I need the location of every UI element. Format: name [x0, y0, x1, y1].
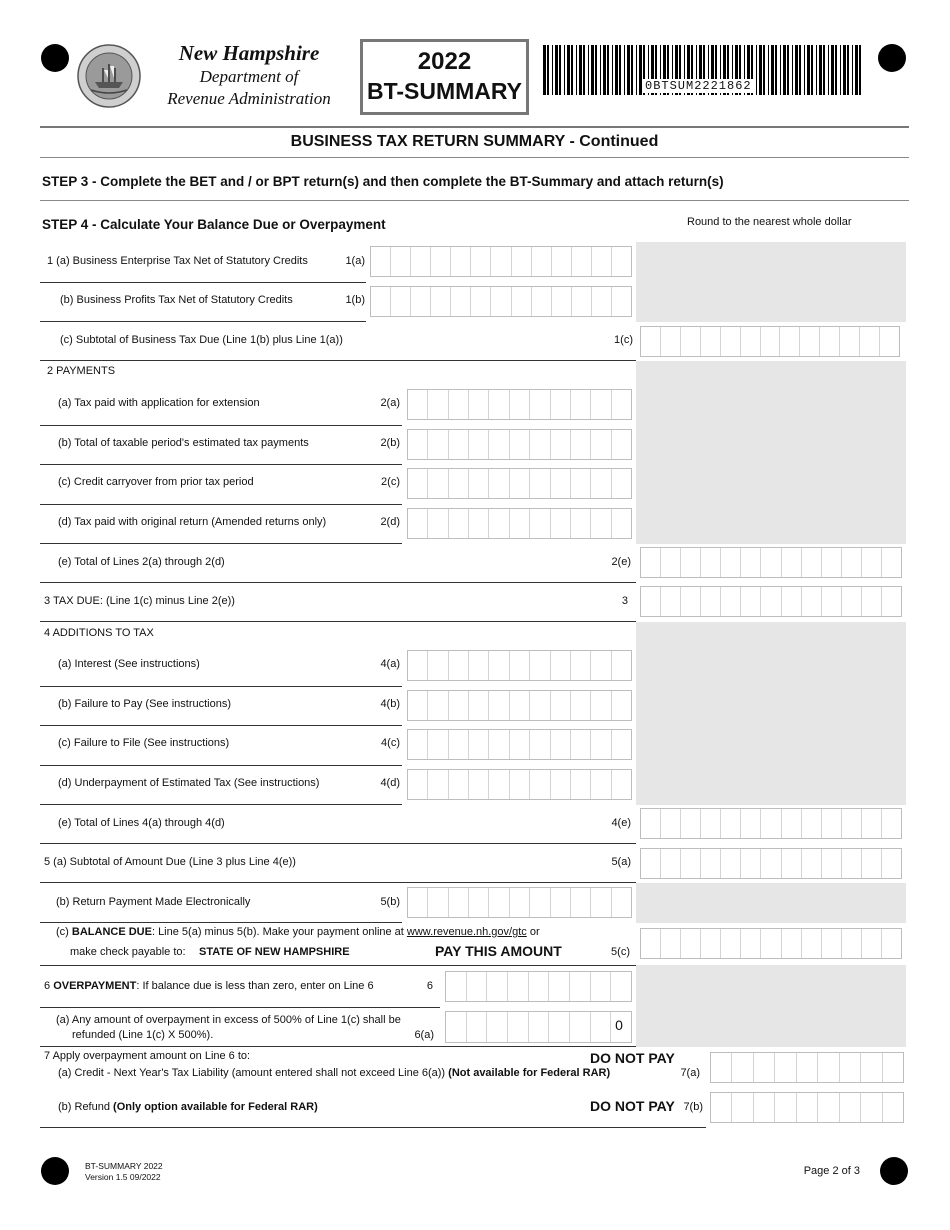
line-2a-input[interactable] [407, 389, 632, 420]
line-7b-text [58, 1101, 318, 1113]
divider [40, 765, 402, 766]
department-line1: Department of [199, 67, 299, 86]
divider [40, 804, 402, 805]
divider [40, 157, 909, 158]
pay-this-amount-note: PAY THIS AMOUNT [435, 943, 562, 959]
line-1b-label: (b) Business Profits Tax Net of Statutory Credits [60, 294, 293, 306]
agency-name [145, 40, 353, 110]
divider [40, 425, 402, 426]
line-5c-input[interactable] [640, 928, 902, 959]
line-4b-input[interactable] [407, 690, 632, 721]
line-2a-label: (a) Tax paid with application for extension [58, 397, 260, 409]
line-7b-bold: (Only option available for Federal RAR) [113, 1101, 318, 1113]
line-1a-ref: 1(a) [345, 255, 365, 267]
line-2c-label: (c) Credit carryover from prior tax period [58, 476, 254, 488]
line-4d-label: (d) Underpayment of Estimated Tax (See instructions) [58, 777, 320, 789]
line-6-bold: OVERPAYMENT [53, 980, 137, 992]
line-2b-label: (b) Total of taxable period's estimated tax payments [58, 437, 309, 449]
divider [40, 464, 402, 465]
line-3-input[interactable] [640, 586, 902, 617]
line-6-ref: 6 [426, 980, 433, 992]
line-4c-label: (c) Failure to File (See instructions) [58, 737, 230, 749]
divider [40, 360, 636, 361]
divider [40, 686, 402, 687]
line-5c-suffix: or [526, 926, 540, 938]
line-6-text [44, 980, 374, 992]
line-2d-label: (d) Tax paid with original return (Amended returns only) [58, 516, 327, 528]
line-7-label: 7 Apply overpayment amount on Line 6 to: [44, 1050, 251, 1062]
registration-mark-bottom-left [41, 1157, 69, 1185]
line-6-instruction: : If balance due is less than zero, enter on Line 6 [136, 980, 374, 992]
line-2e-input[interactable] [640, 547, 902, 578]
shaded-area [636, 622, 906, 805]
registration-mark-bottom-right [880, 1157, 908, 1185]
line-6-input[interactable] [445, 971, 632, 1002]
barcode-number: 0BTSUM2221862 [645, 79, 752, 93]
payment-link[interactable]: www.revenue.nh.gov/gtc [406, 926, 527, 938]
line-7a-instruction: (a) Credit - Next Year's Tax Liability (amount entered shall not exceed Line 6(a)) [58, 1067, 449, 1079]
line-7a-input[interactable] [710, 1052, 904, 1083]
divider [40, 282, 366, 283]
line-2e-label: (e) Total of Lines 2(a) through 2(d) [58, 556, 225, 568]
divider [40, 321, 366, 322]
divider [40, 582, 636, 583]
shaded-area [636, 361, 906, 544]
line-5a-label: 5 (a) Subtotal of Amount Due (Line 3 plus Line 4(e)) [44, 856, 296, 868]
department-line2: Revenue Administration [167, 89, 331, 108]
line-4c-ref: 4(c) [381, 737, 400, 749]
divider [40, 725, 402, 726]
line-5b-label: (b) Return Payment Made Electronically [56, 896, 251, 908]
registration-mark-top-right [878, 44, 906, 72]
line-7a-ref: 7(a) [680, 1067, 700, 1079]
state-seal-icon [77, 44, 141, 108]
line-6a-line2: refunded (Line 1(c) X 500%). [72, 1029, 214, 1041]
line-7a-text [58, 1067, 610, 1079]
form-id-box [360, 39, 529, 115]
line-7b-ref: 7(b) [683, 1101, 703, 1113]
state-name: New Hampshire [178, 41, 320, 65]
line-4e-label: (e) Total of Lines 4(a) through 4(d) [58, 817, 225, 829]
line-6a-input[interactable] [445, 1011, 632, 1043]
line-4c-input[interactable] [407, 729, 632, 760]
round-note: Round to the nearest whole dollar [687, 216, 852, 228]
line-5b-input[interactable] [407, 887, 632, 918]
line-4a-input[interactable] [407, 650, 632, 681]
line-7b-instruction: (b) Refund [58, 1101, 114, 1113]
line-1a-label: 1 (a) Business Enterprise Tax Net of Statutory Credits [47, 255, 308, 267]
step3-heading: STEP 3 - Complete the BET and / or BPT return(s) and then complete the BT-Summary and attach return(s) [42, 174, 724, 189]
page-title: BUSINESS TAX RETURN SUMMARY - Continued [290, 133, 659, 150]
divider [40, 1007, 440, 1008]
footer-version-line: Version 1.5 09/2022 [85, 1172, 161, 1182]
line-1a-input[interactable] [370, 246, 632, 277]
divider [40, 922, 402, 923]
line-4e-ref: 4(e) [611, 817, 631, 829]
divider [40, 882, 636, 883]
shaded-area [636, 883, 906, 923]
line-5c-prefix: (c) [56, 926, 72, 938]
line-3-ref: 3 [621, 595, 628, 607]
footer-form-line: BT-SUMMARY 2022 [85, 1161, 163, 1171]
form-year: 2022 [417, 48, 472, 75]
line-2a-ref: 2(a) [380, 397, 400, 409]
line-6a-value: 0 [615, 1017, 623, 1033]
line-7b-input[interactable] [710, 1092, 904, 1123]
line-7a-do-not-pay: DO NOT PAY [590, 1050, 675, 1066]
line-2b-input[interactable] [407, 429, 632, 460]
shaded-area [636, 965, 906, 1047]
line-5a-ref: 5(a) [611, 856, 631, 868]
line-1c-input[interactable] [640, 326, 900, 357]
divider [40, 1046, 636, 1047]
line-5b-ref: 5(b) [380, 896, 400, 908]
line-5c-text [56, 926, 540, 938]
page-number: Page 2 of 3 [803, 1165, 860, 1177]
form-code: BT-SUMMARY [366, 78, 523, 104]
line-5a-input[interactable] [640, 848, 902, 879]
line-7a-bold: (Not available for Federal RAR) [448, 1067, 611, 1079]
line-1c-label: (c) Subtotal of Business Tax Due (Line 1(b) plus Line 1(a)) [60, 334, 343, 346]
divider [40, 1127, 706, 1128]
line-4d-input[interactable] [407, 769, 632, 800]
line-1b-ref: 1(b) [345, 294, 365, 306]
line-2d-ref: 2(d) [380, 516, 400, 528]
line-4e-input[interactable] [640, 808, 902, 839]
shaded-area [636, 242, 906, 322]
line-5c-bold: BALANCE DUE [71, 926, 152, 938]
line-2-label: 2 PAYMENTS [47, 365, 116, 377]
divider [40, 621, 636, 622]
line-3-label: 3 TAX DUE: (Line 1(c) minus Line 2(e)) [44, 595, 235, 607]
line-5c-instruction: : Line 5(a) minus 5(b). Make your payment online at [151, 926, 407, 938]
divider [40, 543, 402, 544]
divider [40, 843, 636, 844]
line-5c-ref: 5(c) [611, 946, 630, 958]
step4-heading: STEP 4 - Calculate Your Balance Due or Overpayment [42, 217, 386, 232]
payee-name: STATE OF NEW HAMPSHIRE [199, 946, 350, 958]
line-4b-ref: 4(b) [380, 698, 400, 710]
line-1c-ref: 1(c) [614, 334, 633, 346]
line-2c-input[interactable] [407, 468, 632, 499]
line-2b-ref: 2(b) [380, 437, 400, 449]
line-2d-input[interactable] [407, 508, 632, 539]
line-4d-ref: 4(d) [380, 777, 400, 789]
footer-form-info [85, 1161, 163, 1183]
divider [40, 504, 402, 505]
line-7b-do-not-pay: DO NOT PAY [590, 1098, 675, 1114]
line-6a-line1: (a) Any amount of overpayment in excess of 500% of Line 1(c) shall be [56, 1014, 401, 1026]
header-divider [40, 126, 909, 128]
line-2e-ref: 2(e) [611, 556, 631, 568]
line-1b-input[interactable] [370, 286, 632, 317]
line-4a-ref: 4(a) [380, 658, 400, 670]
line-4a-label: (a) Interest (See instructions) [58, 658, 200, 670]
divider [40, 965, 636, 966]
registration-mark-top-left [41, 44, 69, 72]
line-4-label: 4 ADDITIONS TO TAX [44, 627, 154, 639]
line-6a-ref: 6(a) [414, 1029, 434, 1041]
line-4b-label: (b) Failure to Pay (See instructions) [58, 698, 232, 710]
line-2c-ref: 2(c) [381, 476, 400, 488]
line-6-prefix: 6 [44, 980, 54, 992]
divider [40, 200, 909, 201]
line-5c-line2: make check payable to: [70, 946, 186, 958]
